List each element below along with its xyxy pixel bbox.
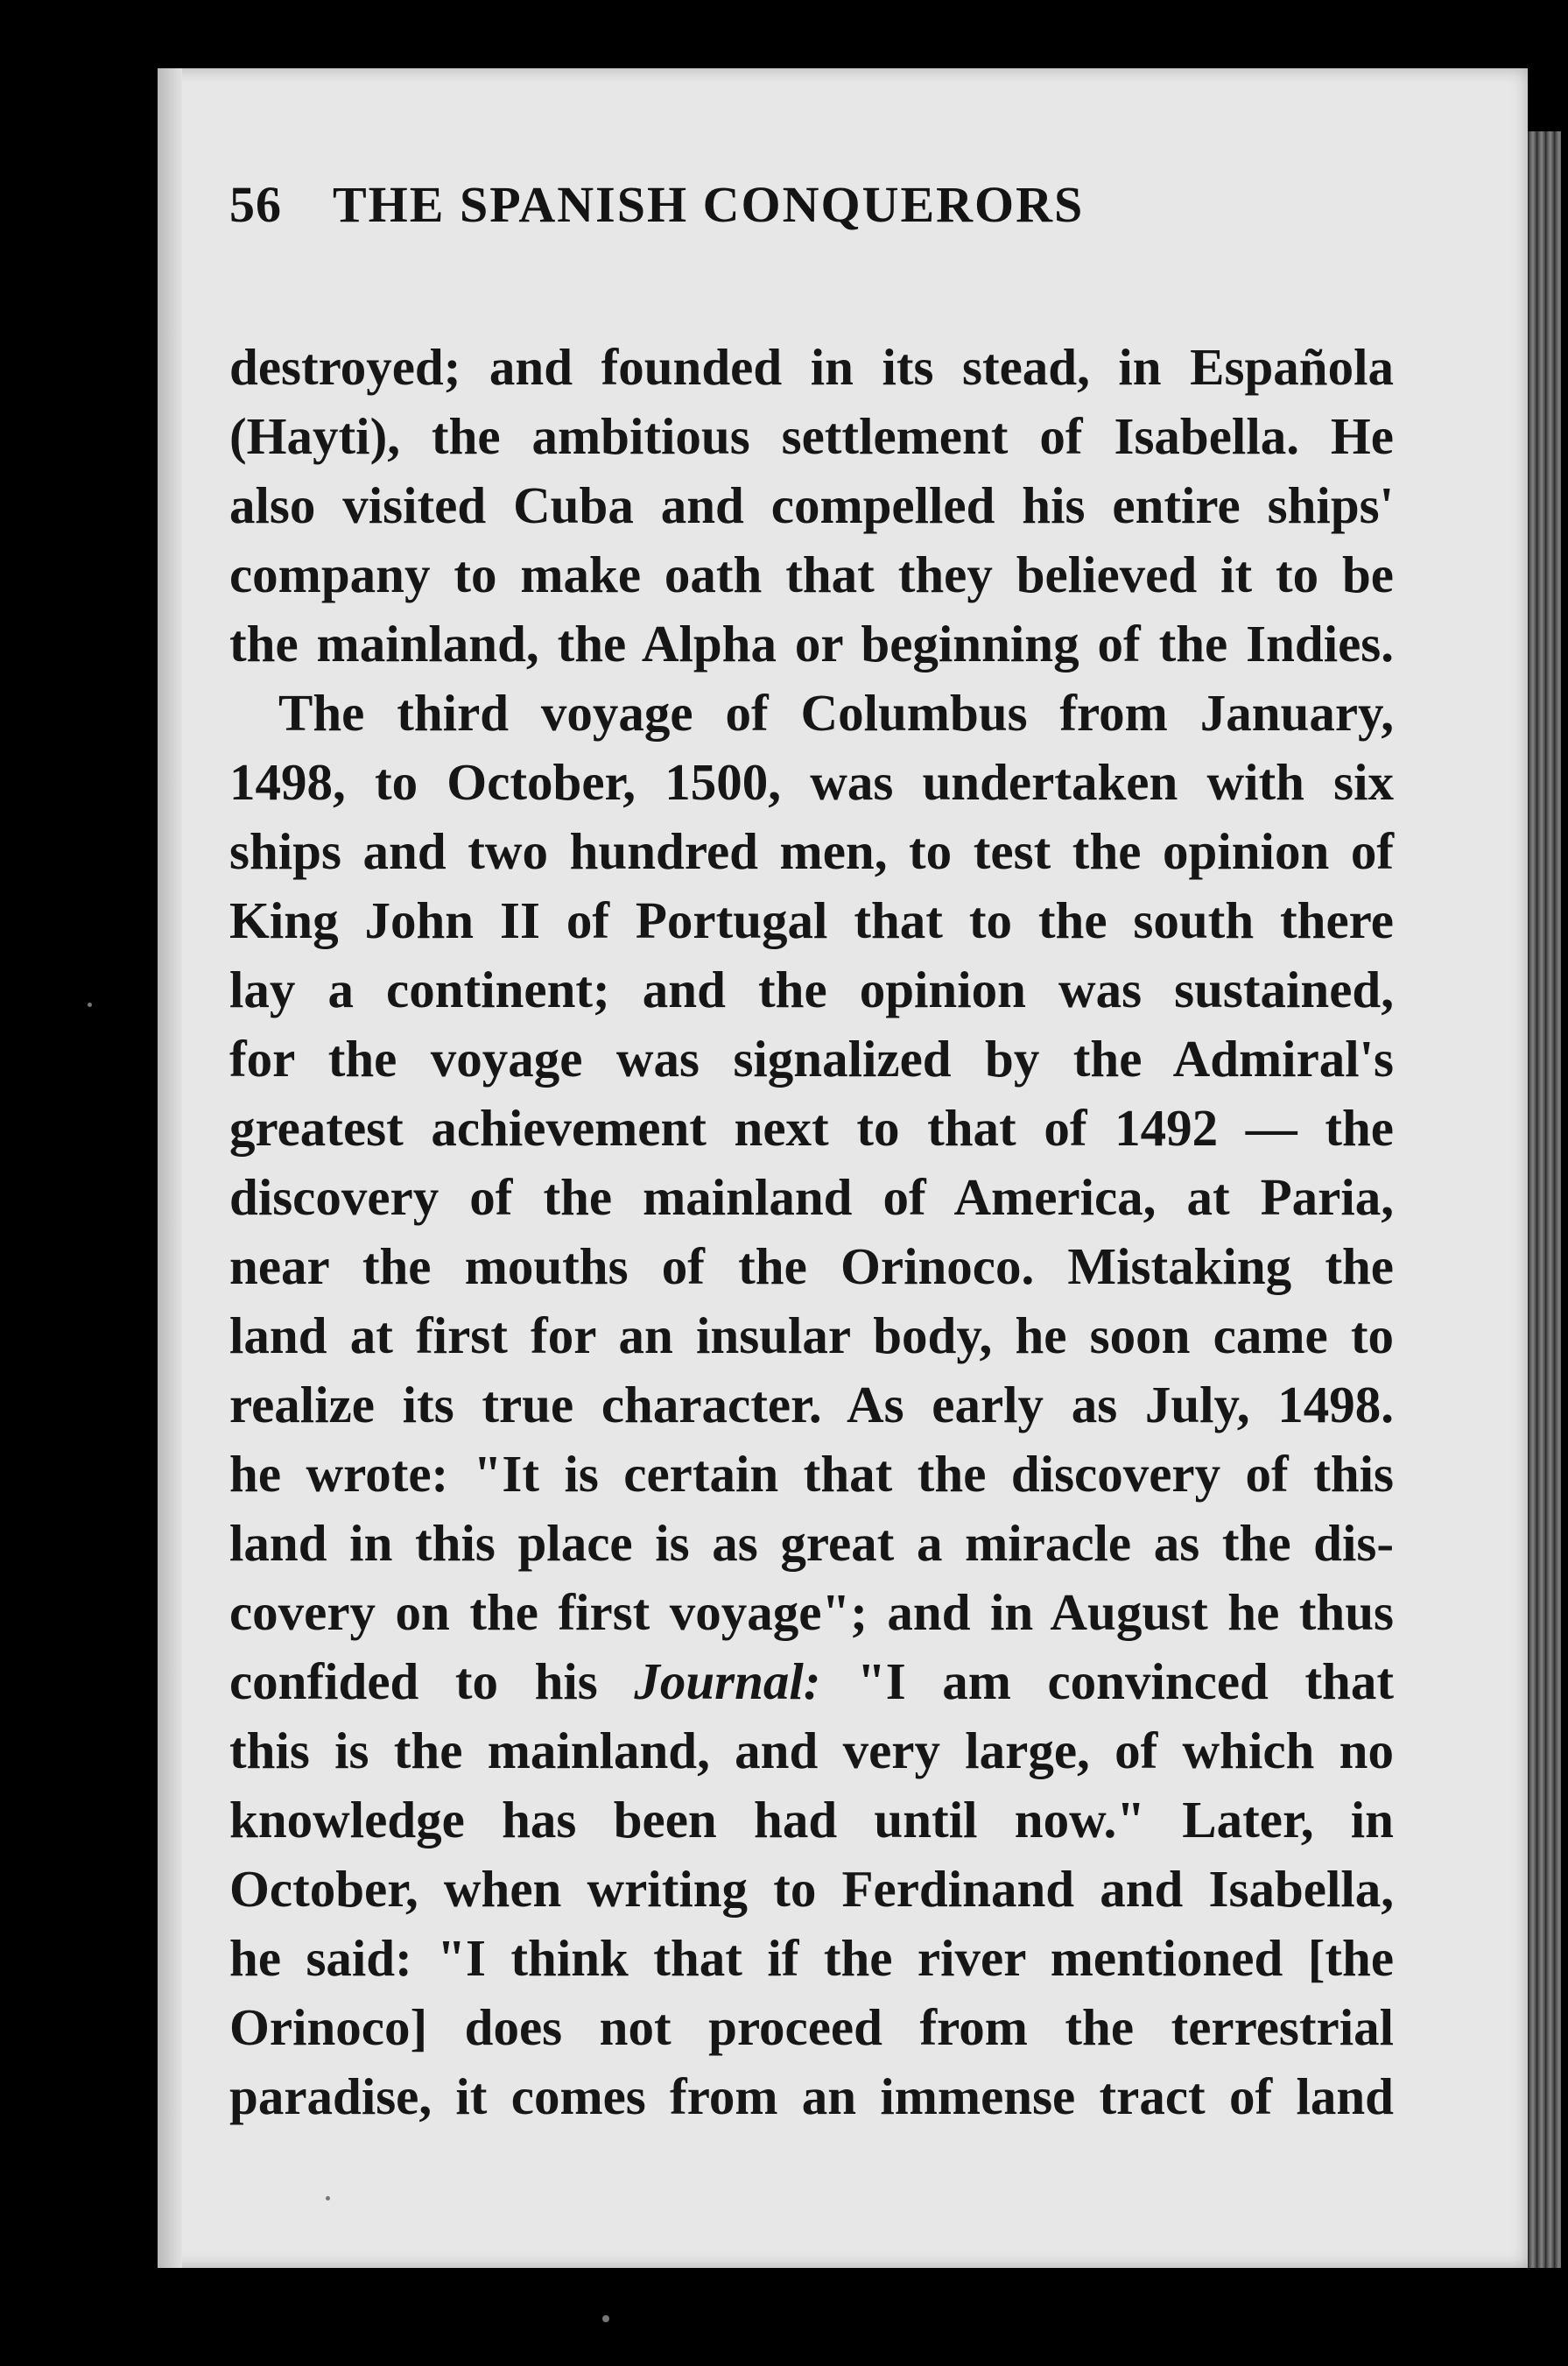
scan-speck xyxy=(88,1003,92,1007)
text-line: discovery of the mainland of America, at Paria, xyxy=(229,1168,1394,1226)
text-line-with-italic xyxy=(229,1647,1394,1716)
text-line: for the voyage was signalized by the Admiral's xyxy=(229,1030,1394,1088)
text-line: ships and two hundred men, to test the opinion of xyxy=(229,822,1394,880)
page-header xyxy=(229,175,1394,236)
text-line: land at first for an insular body, he soon came to xyxy=(229,1306,1394,1364)
text-line: company to make oath that they believed it to be xyxy=(229,546,1394,603)
text-line: 1498, to October, 1500, was undertaken with six xyxy=(229,753,1394,811)
text-line: also visited Cuba and compelled his entire ships' xyxy=(229,476,1394,534)
text-line: realize its true character. As early as July, 1498. xyxy=(229,1376,1394,1433)
scan-speck xyxy=(602,2315,609,2322)
text-segment: "I am convinced that xyxy=(857,1652,1394,1710)
page-number: 56 xyxy=(229,176,282,233)
page-left-edge xyxy=(158,68,182,2268)
text-line: King John II of Portugal that to the south there xyxy=(229,891,1394,949)
running-head: THE SPANISH CONQUERORS xyxy=(333,176,1085,233)
text-line: greatest achievement next to that of 1492 — the xyxy=(229,1099,1394,1157)
text-line: covery on the first voyage"; and in August he thus xyxy=(229,1583,1394,1641)
italic-title: Journal: xyxy=(634,1652,821,1710)
text-line: near the mouths of the Orinoco. Mistaking the xyxy=(229,1237,1394,1295)
text-line: paradise, it comes from an immense tract of land xyxy=(229,2067,1394,2125)
book-spine-edge xyxy=(1528,131,1561,2268)
text-line: knowledge has been had until now." Later, in xyxy=(229,1791,1394,1848)
text-line: the mainland, the Alpha or beginning of the Indies. xyxy=(229,615,1394,672)
text-line: this is the mainland, and very large, of which no xyxy=(229,1722,1394,1779)
text-line: (Hayti), the ambitious settlement of Isabella. He xyxy=(229,407,1394,465)
text-line: he wrote: "It is certain that the discovery of this xyxy=(229,1445,1394,1503)
text-line: October, when writing to Ferdinand and Isabella, xyxy=(229,1860,1394,1918)
body-text xyxy=(229,333,1394,2131)
text-line: he said: "I think that if the river mentioned [the xyxy=(229,1929,1394,1987)
text-line: lay a continent; and the opinion was sustained, xyxy=(229,961,1394,1018)
paragraph-first-line: The third voyage of Columbus from January, xyxy=(278,684,1394,742)
text-line: destroyed; and founded in its stead, in Española xyxy=(229,338,1394,396)
scan-speck xyxy=(326,2196,330,2201)
text-line: land in this place is as great a miracle as the dis- xyxy=(229,1514,1394,1572)
text-line: Orinoco] does not proceed from the terrestrial xyxy=(229,1998,1394,2056)
text-segment: confided to his xyxy=(229,1652,598,1710)
